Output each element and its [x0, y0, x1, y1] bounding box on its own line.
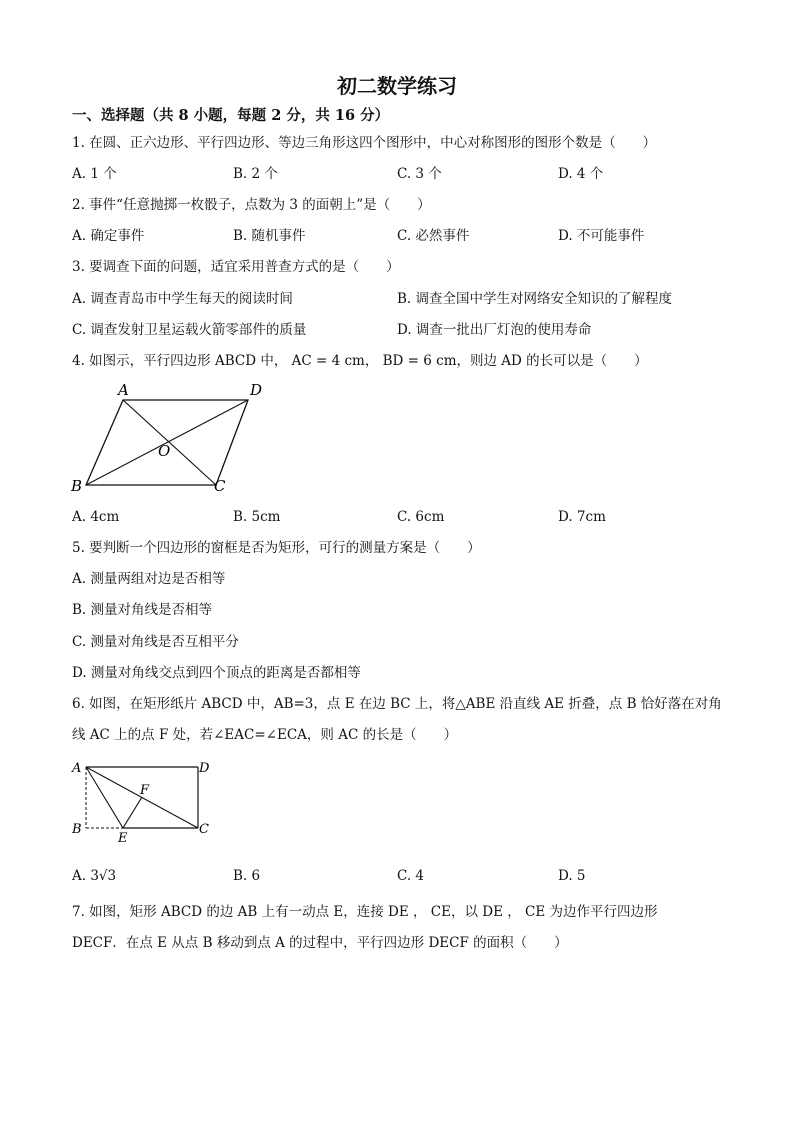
question-4-option-c: C. 6cm — [397, 509, 445, 525]
question-7-stem-line2: DECF．在点 E 从点 B 移动到点 A 的过程中，平行四边形 DECF 的面积（ ） — [72, 935, 568, 951]
page-title: 初二数学练习 — [337, 74, 457, 98]
question-1-option-b: B. 2 个 — [233, 166, 278, 182]
question-1-stem: 1. 在圆、正六边形、平行四边形、等边三角形这四个图形中，中心对称图形的图形个数是（ ） — [72, 135, 657, 151]
question-7-stem-line1: 7. 如图，矩形 ABCD 的边 AB 上有一动点 E，连接 DE ， CE，以 DE ， CE 为边作平行四边形 — [72, 904, 658, 920]
fold-line-ae — [86, 767, 123, 828]
question-3-option-d: D. 调查一批出厂灯泡的使用寿命 — [397, 322, 592, 338]
question-5-option-c: C. 测量对角线是否互相平分 — [72, 634, 239, 650]
segment-ef — [123, 797, 142, 828]
question-3-option-b: B. 调查全国中学生对网络安全知识的了解程度 — [397, 291, 673, 307]
question-4-option-a: A. 4cm — [72, 509, 120, 525]
question-2-stem: 2. 事件“任意抛掷一枚骰子，点数为 3 的面朝上”是（ ） — [72, 197, 431, 213]
question-1-option-c: C. 3 个 — [397, 166, 442, 182]
vertex-label-c: C — [214, 477, 226, 495]
question-2-option-d: D. 不可能事件 — [558, 228, 645, 244]
question-3-option-a: A. 调查青岛市中学生每天的阅读时间 — [72, 291, 293, 307]
section-heading: 一、选择题（共 8 小题，每题 2 分，共 16 分） — [72, 107, 390, 124]
question-2-option-a: A. 确定事件 — [72, 228, 145, 244]
center-label-o: O — [158, 442, 171, 460]
vertex-label-d: D — [250, 381, 263, 399]
question-5-option-b: B. 测量对角线是否相等 — [72, 602, 213, 618]
question-6-option-c: C. 4 — [397, 868, 425, 884]
question-5-option-d: D. 测量对角线交点到四个顶点的距离是否都相等 — [72, 665, 361, 681]
question-6-option-a: A. 3√3 — [72, 868, 117, 884]
point-label-e: E — [118, 831, 128, 845]
vertex-label-b: B — [72, 822, 82, 837]
question-4-option-b: B. 5cm — [233, 509, 281, 525]
question-2-option-b: B. 随机事件 — [233, 228, 306, 244]
question-3-option-c: C. 调查发射卫星运载火箭零部件的质量 — [72, 322, 307, 338]
vertex-label-a: A — [72, 761, 82, 776]
point-label-f: F — [140, 783, 150, 798]
question-2-option-c: C. 必然事件 — [397, 228, 470, 244]
question-5-stem: 5. 要判断一个四边形的窗框是否为矩形，可行的测量方案是（ ） — [72, 540, 481, 556]
question-6-option-b: B. 6 — [233, 868, 261, 884]
question-4-option-d: D. 7cm — [558, 509, 606, 525]
vertex-label-d: D — [199, 761, 210, 776]
vertex-label-a: A — [118, 381, 129, 399]
question-4-stem: 4. 如图示，平行四边形 ABCD 中， AC = 4 cm， BD = 6 cm，则边 AD 的长可以是（ ） — [72, 353, 648, 369]
question-6-option-d: D. 5 — [558, 868, 586, 884]
question-5-option-a: A. 测量两组对边是否相等 — [72, 571, 226, 587]
vertex-label-c: C — [199, 822, 209, 837]
question-4-parallelogram-figure — [68, 375, 278, 500]
question-6-stem-line2: 线 AC 上的点 F 处，若∠EAC=∠ECA，则 AC 的长是（ ） — [72, 727, 458, 743]
question-1-option-a: A. 1 个 — [72, 166, 117, 182]
vertex-label-b: B — [71, 477, 83, 495]
question-3-stem: 3. 要调查下面的问题，适宜采用普查方式的是（ ） — [72, 259, 400, 275]
question-6-stem-line1: 6. 如图，在矩形纸片 ABCD 中，AB=3，点 E 在边 BC 上，将△ABE 沿直线 AE 折叠，点 B 恰好落在对角 — [72, 696, 722, 712]
question-6-rectangle-figure — [68, 755, 228, 845]
question-1-option-d: D. 4 个 — [558, 166, 604, 182]
